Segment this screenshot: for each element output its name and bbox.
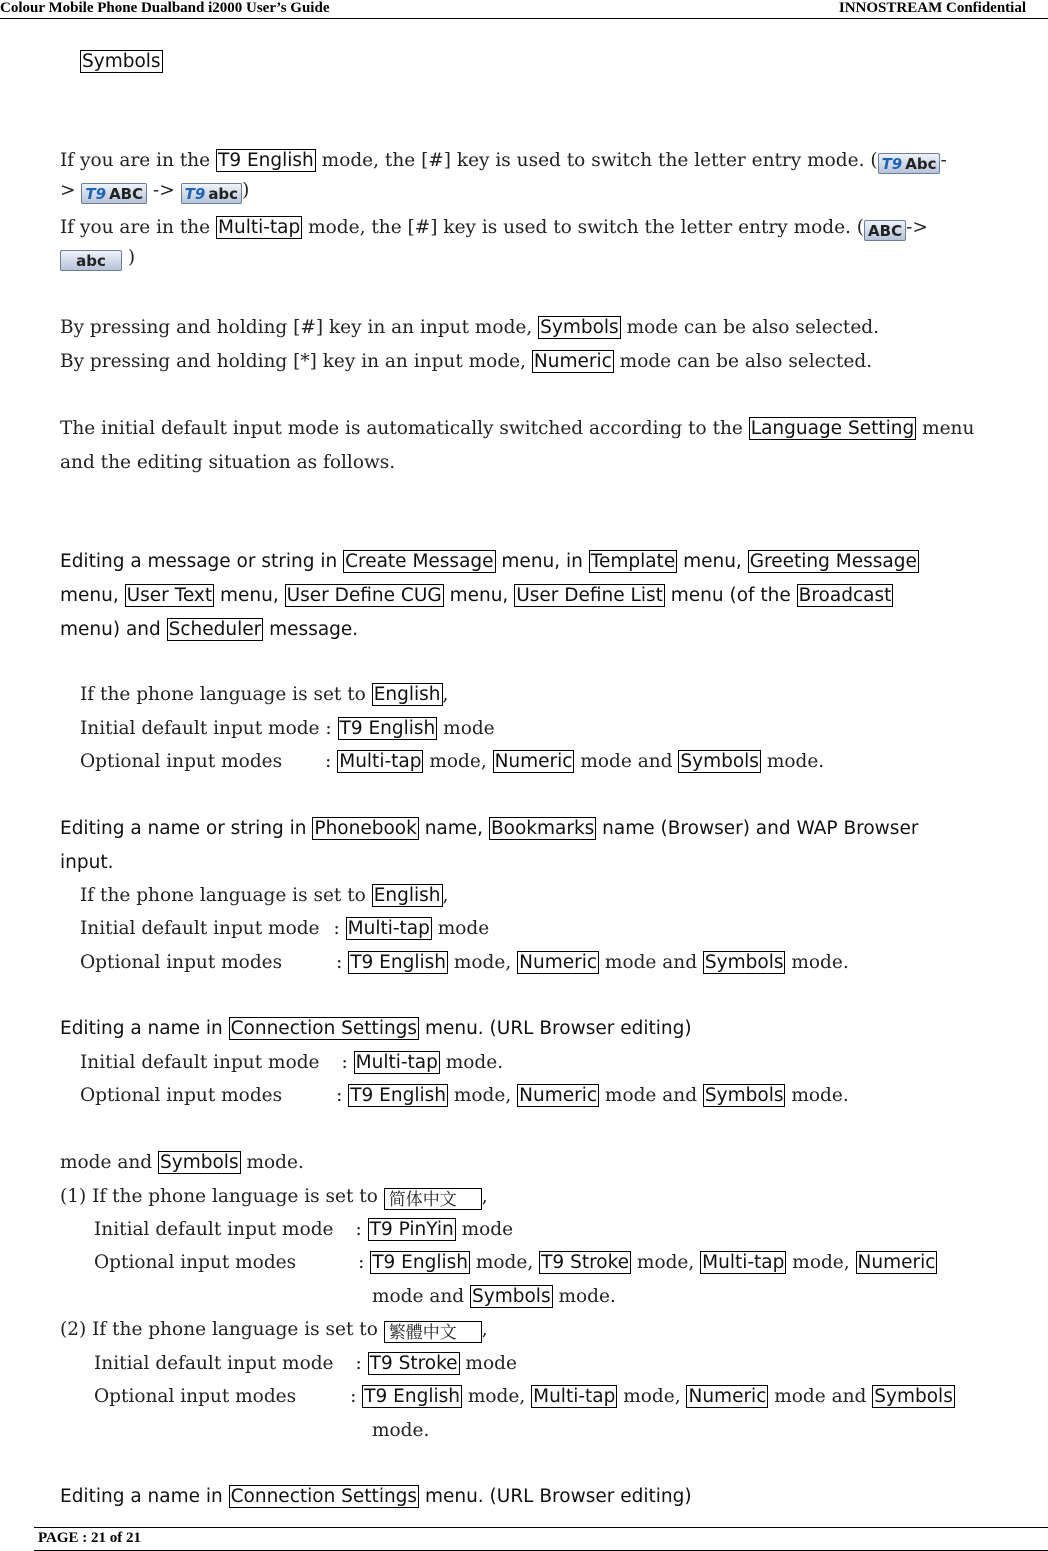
- t9-abc-caps-icon: T9 ABC: [81, 183, 147, 204]
- traditional-initial-mode: Initial default input mode : T9 Stroke mode: [94, 1353, 517, 1374]
- traditional-chinese-icon: 繁體中文: [384, 1321, 482, 1343]
- t9-switch-line-2: > T9 ABC -> T9 abc ): [60, 180, 250, 203]
- t9-abc-lower-icon: T9 abc: [181, 183, 242, 204]
- default-mode-line-2: and the editing situation as follows.: [60, 452, 396, 473]
- mode-and-symbols-line: mode and Symbols mode.: [60, 1152, 304, 1173]
- name-language-line: If the phone language is set to English ,: [80, 885, 449, 906]
- multitap-switch-line-2: abc ): [60, 246, 135, 271]
- section-connection-heading-repeat: Editing a name in Connection Settings menu. (URL Browser editing): [60, 1486, 692, 1507]
- section-message-heading: Editing a message or string in Create Message menu, in Template menu, Greeting Message: [60, 551, 917, 572]
- chinese-simplified-line: (1) If the phone language is set to 简体中文 ,: [60, 1186, 488, 1210]
- simplified-chinese-icon: 简体中文: [384, 1188, 482, 1210]
- connection-initial-mode: Initial default input mode : Multi-tap mode.: [80, 1052, 504, 1073]
- message-language-line: If the phone language is set to English ,: [80, 684, 449, 705]
- simplified-optional-modes: Optional input modes : T9 English mode, T9 Stroke mode, Multi-tap mode, Numeric: [94, 1252, 936, 1273]
- header-confidential: INNOSTREAM Confidential: [838, 0, 1026, 16]
- section-message-heading-3: menu) and Scheduler message.: [60, 619, 359, 640]
- multi-abc-upper-icon: ABC: [864, 220, 906, 241]
- name-optional-modes: Optional input modes : T9 English mode, Numeric mode and Symbols mode.: [80, 952, 849, 973]
- hold-hash-line: By pressing and holding [#] key in an input mode, Symbols mode can be also selected.: [60, 317, 880, 338]
- name-initial-mode: Initial default input mode : Multi-tap mode: [80, 918, 490, 939]
- section-name-heading: Editing a name or string in Phonebook name, Bookmarks name (Browser) and WAP Browser: [60, 818, 919, 839]
- t9-abc-upper-icon: T9 Abc: [878, 153, 941, 174]
- page-footer: [34, 1527, 1048, 1551]
- simplified-initial-mode: Initial default input mode : T9 PinYin mode: [94, 1219, 514, 1240]
- connection-optional-modes: Optional input modes : T9 English mode, Numeric mode and Symbols mode.: [80, 1085, 849, 1106]
- symbols-heading: Symbols: [82, 51, 161, 72]
- header-title: Colour Mobile Phone Dualband i2000 User’s Guide: [0, 0, 330, 16]
- message-optional-modes: Optional input modes : Multi-tap mode, Numeric mode and Symbols mode.: [80, 751, 825, 772]
- default-mode-line: The initial default input mode is automatically switched according to the Language Setting menu: [60, 418, 975, 439]
- page-header: [0, 0, 1048, 19]
- section-name-heading-2: input.: [60, 852, 114, 873]
- page-number: PAGE : 21 of 21: [38, 1530, 142, 1546]
- section-message-heading-2: menu, User Text menu, User Define CUG menu, User Define List menu (of the Broadcast: [60, 585, 892, 606]
- chinese-traditional-line: (2) If the phone language is set to 繁體中文 ,: [60, 1319, 488, 1343]
- multi-abc-lower-icon: abc: [60, 250, 122, 271]
- section-connection-heading: Editing a name in Connection Settings menu. (URL Browser editing): [60, 1018, 692, 1039]
- traditional-optional-modes: Optional input modes : T9 English mode, Multi-tap mode, Numeric mode and Symbols: [94, 1386, 953, 1407]
- hold-star-line: By pressing and holding [*] key in an input mode, Numeric mode can be also selected.: [60, 351, 873, 372]
- multitap-switch-line: If you are in the Multi-tap mode, the [#] key is used to switch the letter entry mode. ( ABC ->: [60, 217, 928, 240]
- simplified-optional-modes-2: mode and Symbols mode.: [372, 1286, 616, 1307]
- t9-switch-line: If you are in the T9 English mode, the [#] key is used to switch the letter entry mode. ( T9 Abc -: [60, 150, 947, 173]
- traditional-optional-modes-2: mode.: [372, 1420, 430, 1441]
- message-initial-mode: Initial default input mode : T9 English mode: [80, 718, 495, 739]
